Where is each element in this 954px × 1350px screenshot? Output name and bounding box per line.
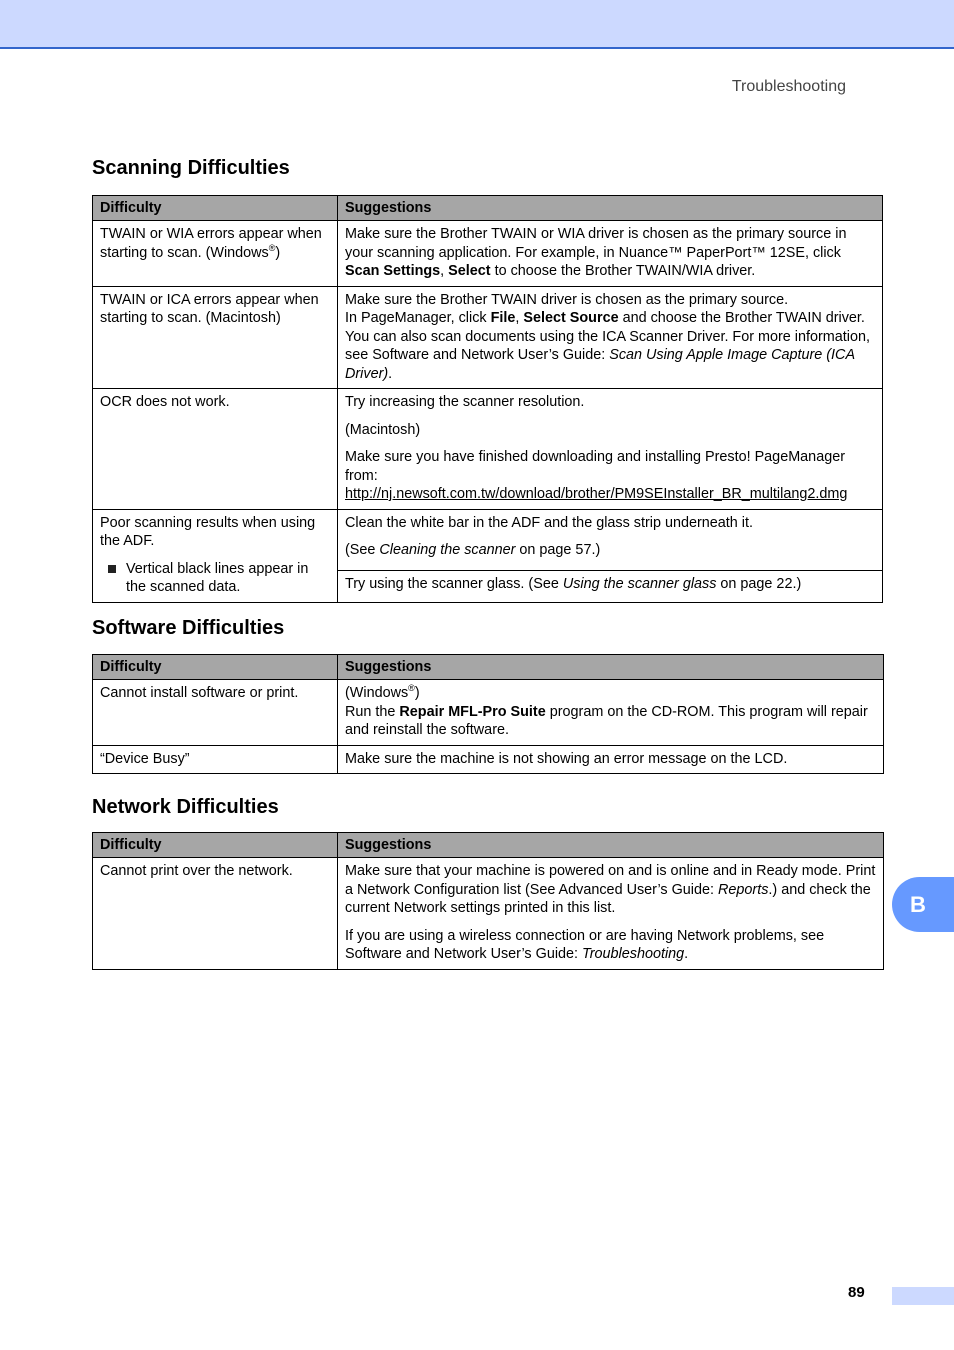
suggestion-cell — [338, 389, 883, 510]
footer-band — [892, 1287, 954, 1305]
table-header-row — [93, 655, 884, 680]
suggestion-text-end: . — [684, 946, 689, 962]
suggestion-text-end: program on the CD-ROM. This program will repair and reinstall the software. — [345, 703, 868, 738]
suggestion-text: In PageManager, click — [345, 310, 491, 326]
difficulty-text: TWAIN or WIA errors appear when starting to scan. (Windows — [100, 226, 322, 261]
table-row — [93, 680, 884, 746]
table-row — [93, 221, 883, 287]
suggestion-line: Make sure the Brother TWAIN driver is chosen as the primary source. — [345, 291, 789, 308]
suggestion-line — [345, 328, 875, 384]
os-label: (Macintosh) — [345, 421, 421, 438]
difficulty-cell: Cannot print over the network. — [93, 858, 338, 970]
suggestion-text: Make sure that your machine is powered on and is online and in Ready mode. Print a Network Configuration list (See Advanced User’s Guide: — [345, 863, 876, 898]
separator: , — [515, 310, 524, 326]
network-section-title: Network Difficulties — [92, 796, 279, 818]
table-row — [93, 509, 883, 571]
suggestion-cell — [338, 858, 884, 970]
suggestion-text: (See — [345, 542, 380, 558]
column-header-difficulty: Difficulty — [93, 196, 338, 221]
guide-reference: Reports — [718, 881, 769, 898]
chapter-side-tab — [892, 877, 954, 932]
difficulty-cell: OCR does not work. — [93, 389, 338, 510]
suggestion-paragraph — [345, 927, 876, 964]
suggestion-cell — [338, 571, 883, 602]
header-band — [0, 0, 954, 49]
separator: , — [440, 263, 449, 279]
table-row — [93, 389, 883, 510]
suggestion-cell — [338, 286, 883, 389]
suggestion-text-end: .) and check the current Network settings printed in this list. — [345, 881, 871, 916]
network-table — [92, 832, 884, 970]
suggestion-cell: Make sure the machine is not showing an error message on the LCD. — [338, 745, 884, 774]
period: . — [388, 365, 393, 382]
suggestion-paragraph — [345, 541, 875, 560]
os-text-end: ) — [414, 685, 420, 701]
suggestion-text-end: on page 22.) — [716, 576, 802, 593]
program-name: Repair MFL-Pro Suite — [399, 703, 546, 720]
suggestion-text: Make sure the Brother TWAIN or WIA driver is chosen as the primary source in your scanning application. For example, in Nuance™ PaperPort™ 12SE, click — [345, 226, 847, 261]
suggestion-paragraph — [345, 703, 876, 740]
bullet-item — [100, 560, 330, 597]
software-table — [92, 654, 884, 774]
os-label — [345, 684, 876, 703]
suggestion-text: You can also scan documents using the ICA Scanner Driver. For more information, see Software and Network User’s Guide: — [345, 328, 870, 363]
guide-reference: Scan Using Apple Image Capture (ICA Driver) — [345, 347, 855, 382]
file-term: File — [490, 310, 516, 326]
software-section-title: Software Difficulties — [92, 617, 285, 639]
difficulty-cell: “Device Busy” — [93, 745, 338, 774]
scanning-table — [92, 195, 883, 603]
suggestion-cell — [338, 680, 884, 746]
chapter-letter: B — [910, 892, 926, 917]
column-header-suggestions: Suggestions — [338, 833, 884, 858]
suggestion-paragraph: Make sure you have finished downloading and installing Presto! PageManager from: — [345, 449, 845, 484]
difficulty-cell — [93, 221, 338, 287]
suggestion-cell — [338, 221, 883, 287]
table-header-row — [93, 833, 884, 858]
difficulty-cell — [93, 509, 338, 602]
suggestion-paragraph: Try increasing the scanner resolution. — [345, 394, 585, 410]
column-header-difficulty: Difficulty — [93, 833, 338, 858]
registered-mark: ® — [268, 242, 276, 253]
suggestion-text-end: and choose the Brother TWAIN driver. — [618, 310, 865, 326]
suggestion-text: If you are using a wireless connection or are having Network problems, see Software and Network User’s Guide: — [345, 927, 825, 962]
suggestion-cell — [338, 509, 883, 571]
column-header-suggestions: Suggestions — [338, 196, 883, 221]
table-row — [93, 745, 884, 774]
download-link[interactable]: http://nj.newsoft.com.tw/download/brother/PM9SEInstaller_BR_multilang2.dmg — [345, 486, 848, 502]
table-row — [93, 286, 883, 389]
suggestion-text: Try using the scanner glass. (See — [345, 576, 563, 593]
suggestion-text: Run the — [345, 703, 400, 720]
page-number: 89 — [848, 1284, 865, 1301]
table-header-row — [93, 196, 883, 221]
suggestion-text-end: to choose the Brother TWAIN/WIA driver. — [490, 263, 756, 279]
page-reference: Cleaning the scanner — [379, 542, 516, 558]
suggestion-line — [345, 309, 875, 328]
guide-reference: Troubleshooting — [582, 946, 685, 962]
column-header-suggestions: Suggestions — [338, 655, 884, 680]
scanning-section-title: Scanning Difficulties — [92, 157, 290, 179]
select-term: Select — [448, 263, 491, 279]
square-bullet-icon — [108, 565, 116, 573]
suggestion-paragraph: Clean the white bar in the ADF and the glass strip underneath it. — [345, 514, 753, 531]
difficulty-text: Poor scanning results when using the ADF. — [100, 514, 316, 549]
header-chapter-title: Troubleshooting — [731, 78, 846, 95]
page-reference: Using the scanner glass — [562, 576, 717, 593]
os-text: (Windows — [345, 685, 409, 701]
difficulty-cell: Cannot install software or print. — [93, 680, 338, 746]
registered-mark: ® — [408, 683, 415, 694]
suggestion-paragraph — [345, 862, 876, 918]
select-source-term: Select Source — [523, 310, 619, 326]
scan-settings-term: Scan Settings — [345, 263, 441, 279]
column-header-difficulty: Difficulty — [93, 655, 338, 680]
difficulty-cell: TWAIN or ICA errors appear when starting to scan. (Macintosh) — [93, 286, 338, 389]
table-row — [93, 858, 884, 970]
difficulty-text-end: ) — [275, 244, 281, 261]
bullet-text: Vertical black lines appear in the scanned data. — [126, 560, 309, 595]
suggestion-text-end: on page 57.) — [515, 542, 601, 558]
